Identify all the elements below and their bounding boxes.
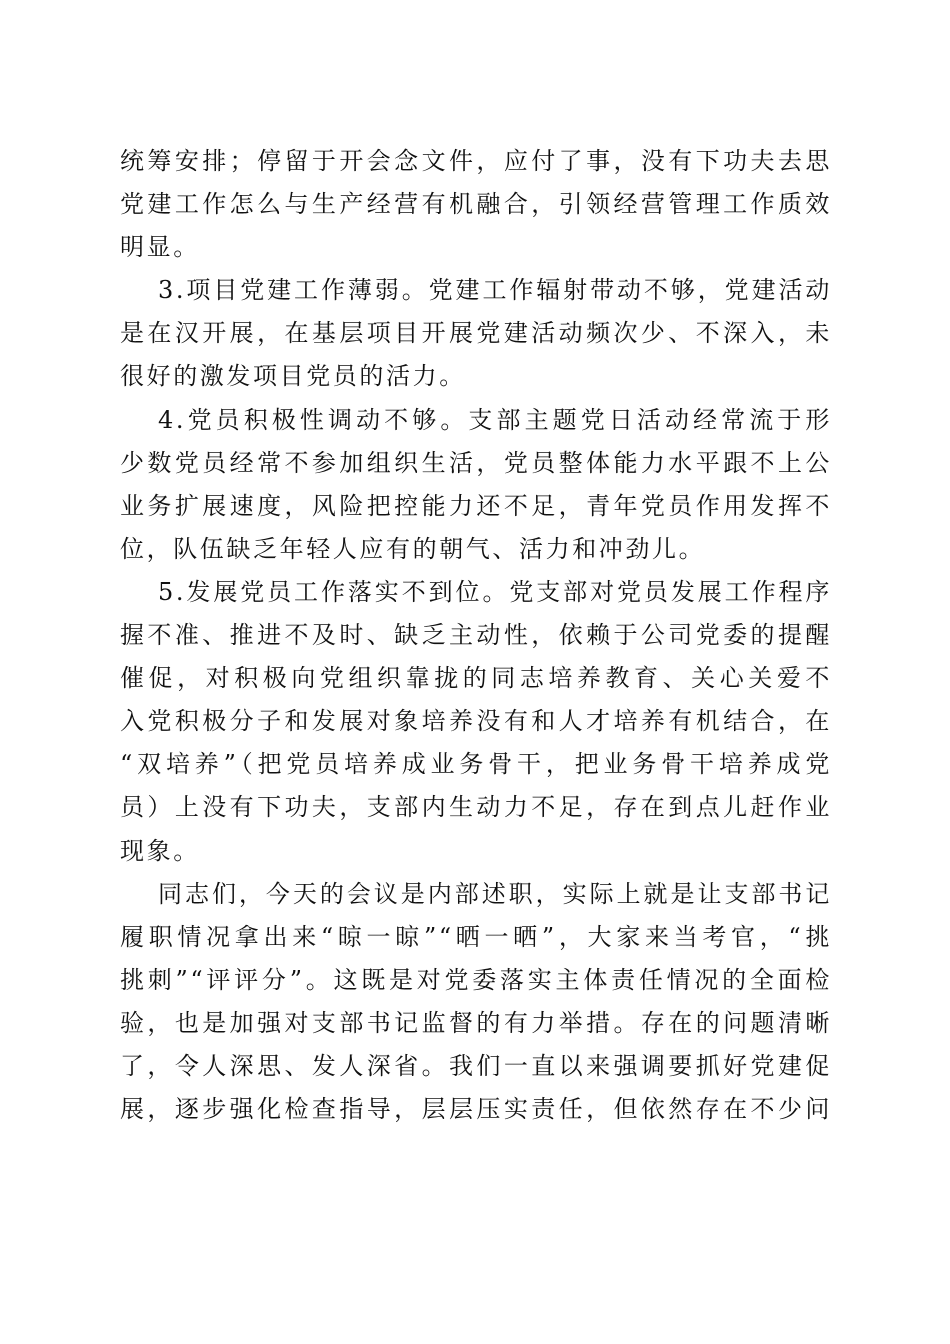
text-line: 入党积极分子和发展对象培养没有和人才培养有机结合，在 [120,707,832,736]
text-line: 同志们，今天的会议是内部述职，实际上就是让支部书记 [158,879,832,908]
document-body [120,140,832,1131]
text-line: 业务扩展速度，风险把控能力还不足，青年党员作用发挥不 [120,491,832,520]
text-line: 挑刺”“评评分”。这既是对党委落实主体责任情况的全面检 [120,965,832,994]
text-line: 握不准、推进不及时、缺乏主动性，依赖于公司党委的提醒 [120,621,832,650]
text-line: 5.发展党员工作落实不到位。党支部对党员发展工作程序 [158,577,832,606]
text-line: 位，队伍缺乏年轻人应有的朝气、活力和冲劲儿。 [120,534,706,563]
text-line: 现象。 [120,836,200,865]
text-line: 验，也是加强对支部书记监督的有力举措。存在的问题清晰 [120,1008,832,1037]
text-line: 是在汉开展，在基层项目开展党建活动频次少、不深入，未 [120,319,832,348]
text-line: 党建工作怎么与生产经营有机融合，引领经营管理工作质效 [120,190,832,219]
text-line: 统筹安排；停留于开会念文件，应付了事，没有下功夫去思 [120,147,832,175]
text-line: 展，逐步强化检查指导，层层压实责任，但依然存在不少问 [120,1095,832,1124]
text-line: 履职情况拿出来“晾一晾”“晒一晒”，大家来当考官，“挑 [120,922,832,951]
text-line: 少数党员经常不参加组织生活，党员整体能力水平跟不上公 [120,448,832,477]
text-line: 3.项目党建工作薄弱。党建工作辐射带动不够，党建活动 [158,276,832,305]
text-line: 4.党员积极性调动不够。支部主题党日活动经常流于形 [158,405,832,434]
text-line: 员）上没有下功夫，支部内生动力不足，存在到点儿赶作业 [120,793,832,822]
text-line: 催促，对积极向党组织靠拢的同志培养教育、关心关爱不 [120,664,832,693]
text-line: “双培养”（把党员培养成业务骨干，把业务骨干培养成党 [120,750,832,779]
text-line: 很好的激发项目党员的活力。 [120,362,466,391]
text-line: 了，令人深思、发人深省。我们一直以来强调要抓好党建促 [120,1051,832,1080]
text-line: 明显。 [120,233,200,262]
